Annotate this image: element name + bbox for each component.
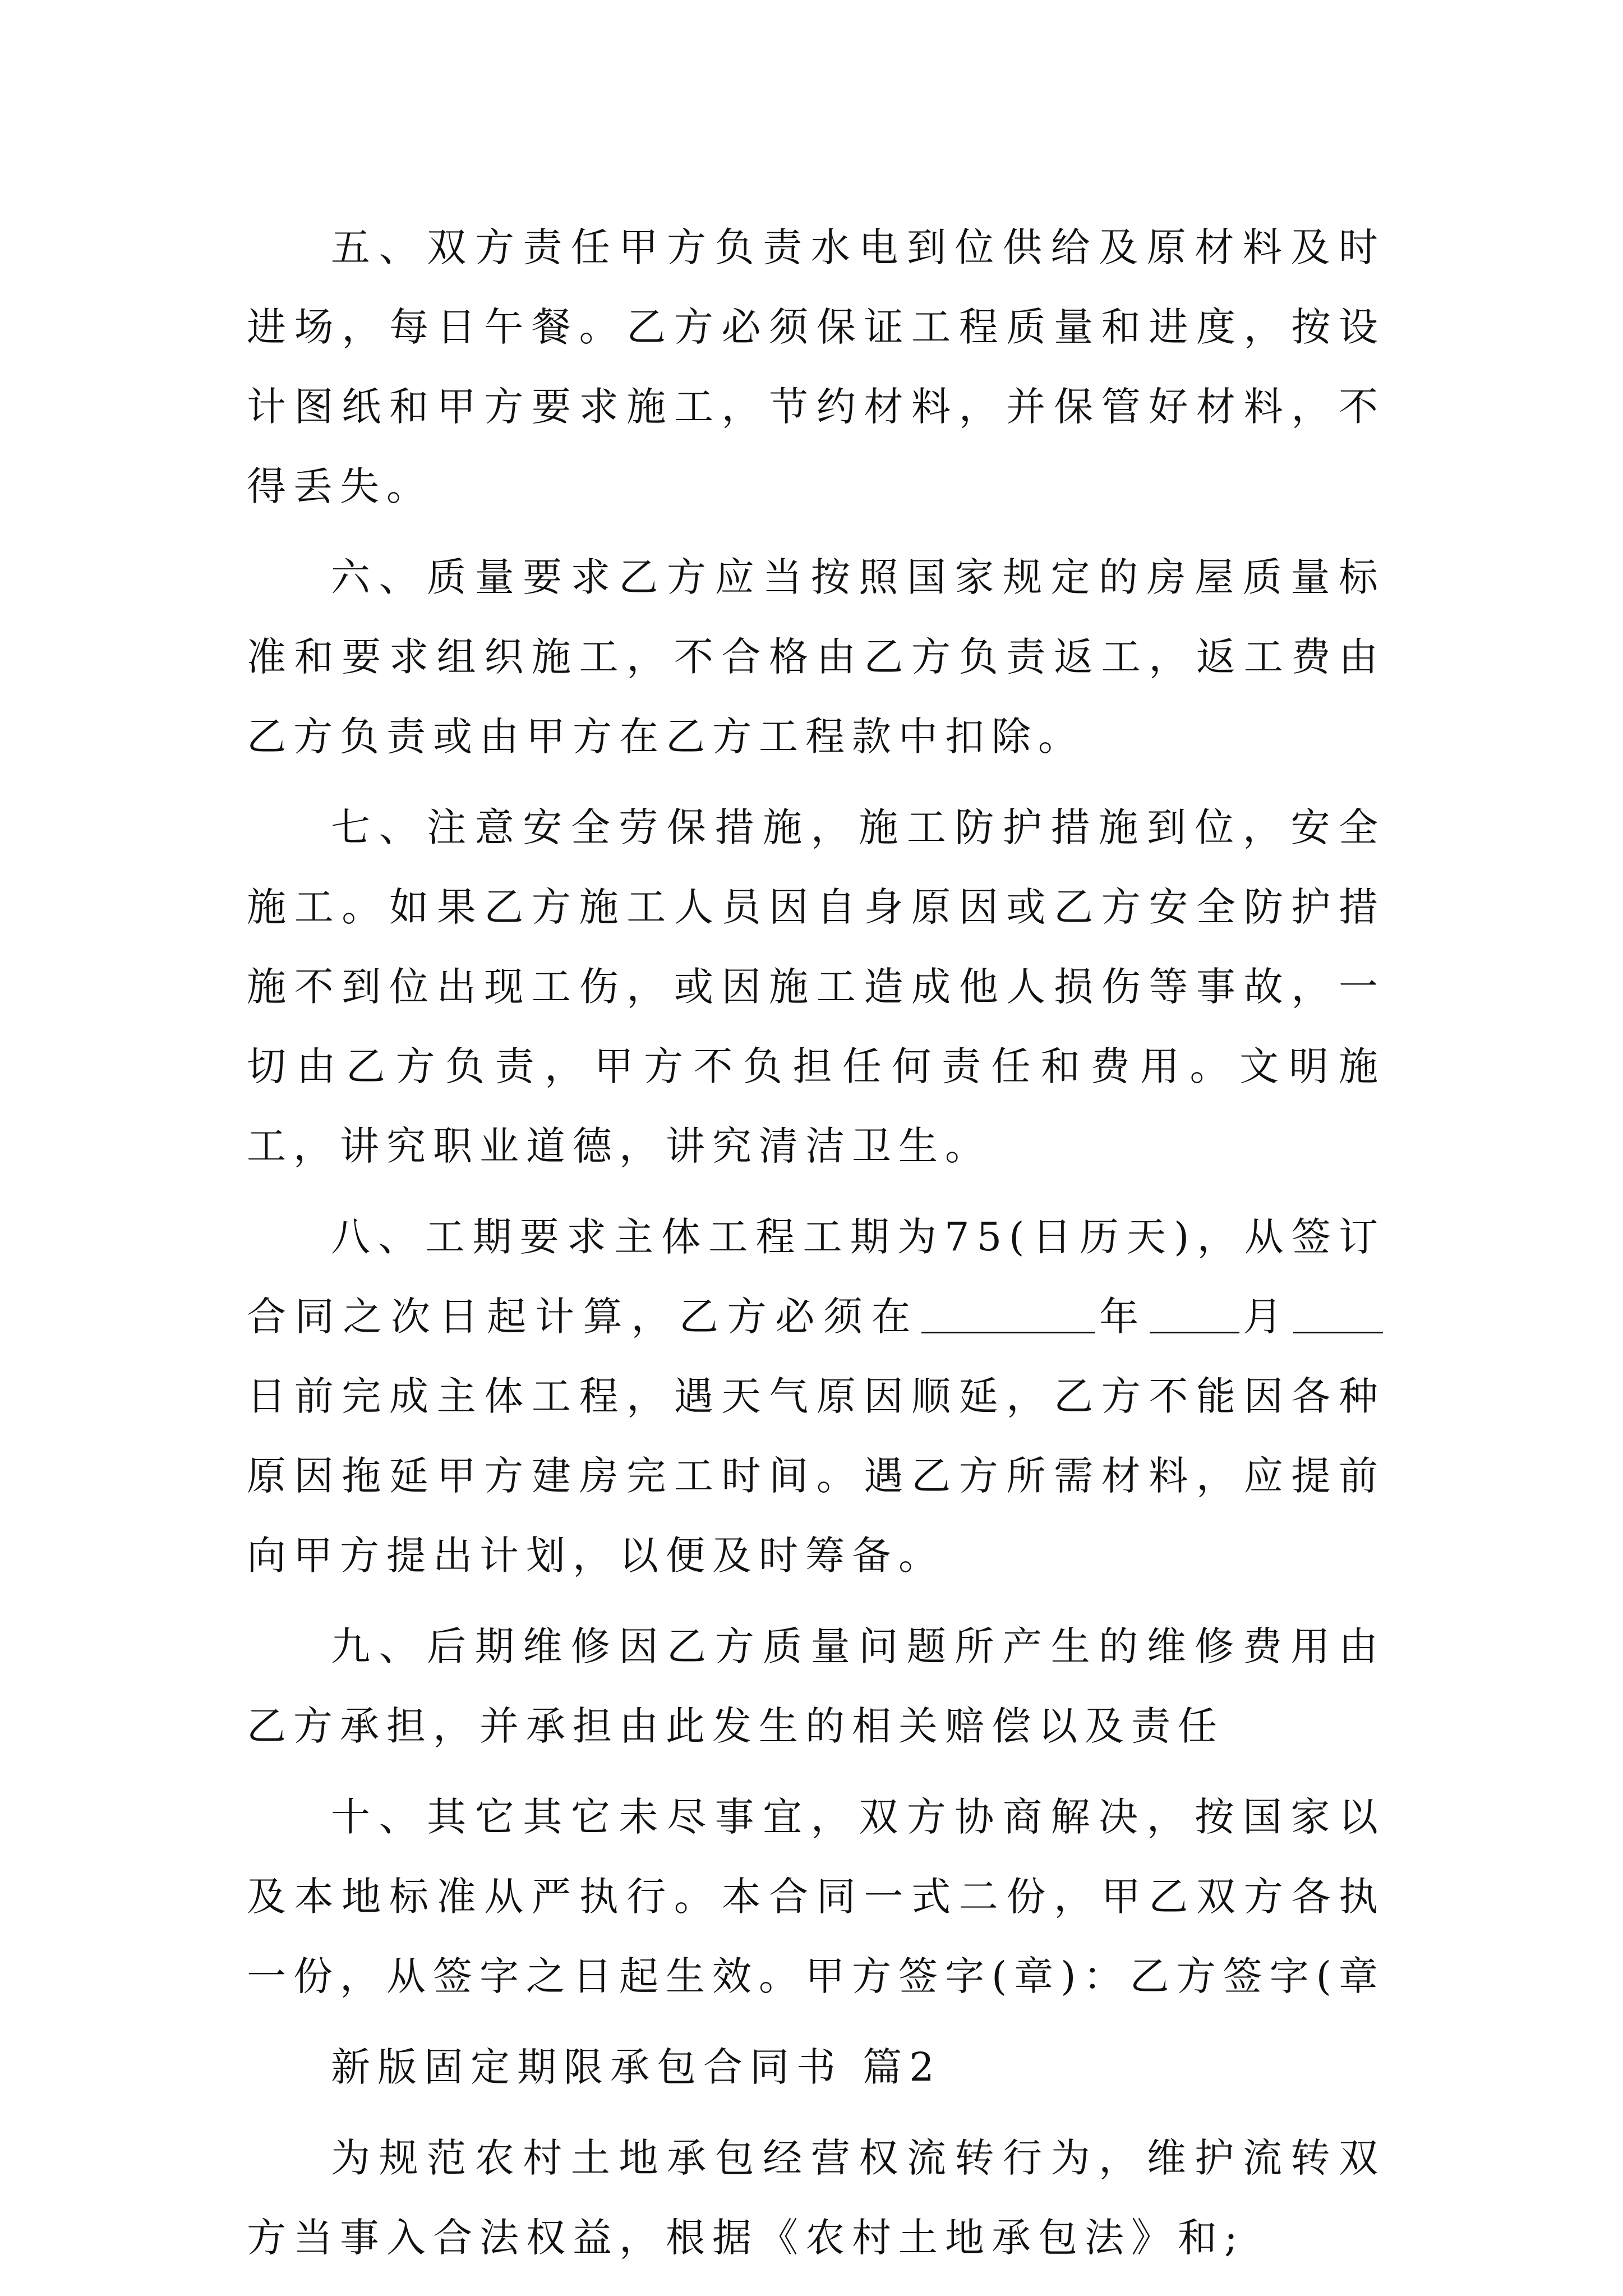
paragraph-intro: 为规范农村土地承包经营权流转行为，维护流转双方当事入合法权益，根据《农村土地承包法》和; xyxy=(247,2135,1385,2261)
paragraph-other: 十、其它其它未尽事宜，双方协商解决，按国家以及本地标准从严执行。本合同一式二份，甲乙双方各执一份，从签字之日起生效。甲方签字(章)：乙方签字(章 xyxy=(247,1794,1385,1999)
month-label: 月 xyxy=(1241,1294,1292,1340)
paragraph-quality: 六、质量要求乙方应当按照国家规定的房屋质量标准和要求组织施工，不合格由乙方负责返工，返工费由乙方负责或由甲方在乙方工程款中扣除。 xyxy=(247,554,1385,760)
day-blank xyxy=(1293,1296,1383,1333)
paragraph-responsibilities: 五、双方责任甲方负责水电到位供给及原材料及时进场，每日午餐。乙方必须保证工程质量和进度，按设计图纸和甲方要求施工，节约材料，并保管好材料，不得丢失。 xyxy=(247,224,1385,509)
paragraph-maintenance: 九、后期维修因乙方质量问题所产生的维修费用由乙方承担，并承担由此发生的相关赔偿以及责任 xyxy=(247,1623,1385,1749)
paragraph-schedule xyxy=(247,1197,1385,1595)
schedule-text-start: 八、工期要求主体工程工期为75(日历天)，从签订合同之次日起计算，乙方必须在 xyxy=(247,1214,1385,1340)
schedule-text-end: 日前完成主体工程，遇天气原因顺延，乙方不能因各种原因拖延甲方建房完工时间。遇乙方所需材料，应提前向甲方提出计划，以便及时筹备。 xyxy=(247,1373,1385,1579)
paragraph-safety: 七、注意安全劳保措施，施工防护措施到位，安全施工。如果乙方施工人员因自身原因或乙方安全防护措施不到位出现工伤，或因施工造成他人损伤等事故，一切由乙方负责，甲方不负担任何责任和费用。文明施工，讲究职业道德，讲究清洁卫生。 xyxy=(247,804,1385,1169)
document-page xyxy=(247,208,1385,2289)
section-title: 新版固定期限承包合同书 篇2 xyxy=(331,2044,942,2090)
month-blank xyxy=(1150,1296,1239,1333)
year-label: 年 xyxy=(1098,1294,1147,1340)
year-blank xyxy=(921,1296,1095,1333)
